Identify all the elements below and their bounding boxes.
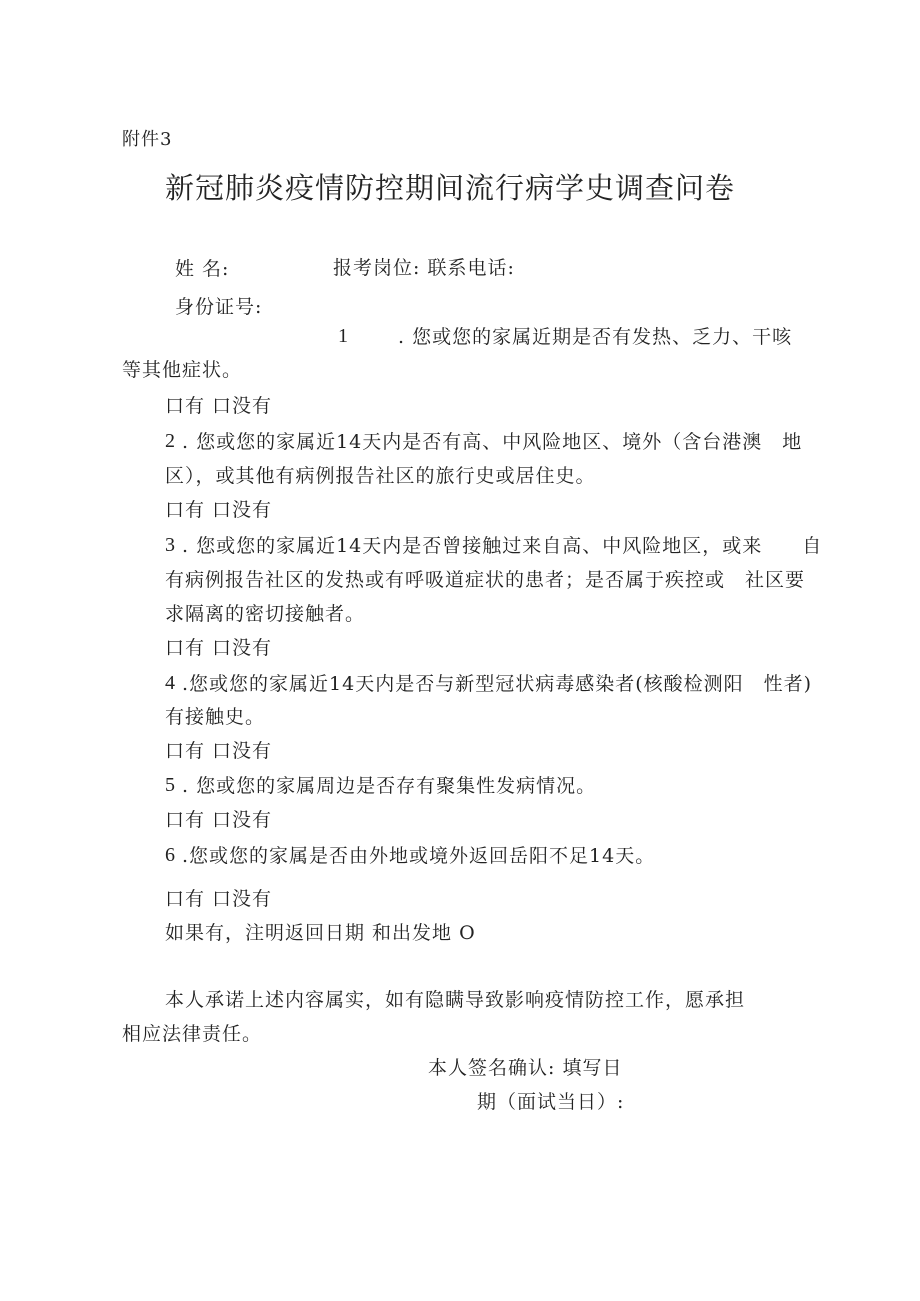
pledge-text-line1: 本人承诺上述内容属实，如有隐瞒导致影响疫情防控工作，愿承担 (165, 989, 746, 1011)
question-1-number: 1 (338, 325, 349, 347)
question-3-text-line3: 求隔离的密切接触者。 (165, 603, 366, 625)
question-2-text-line2: 区），或其他有病例报告社区的旅行史或居住史。 (165, 465, 596, 487)
question-3-text-line1: . 您或您的家属近14天内是否曾接触过来自高、中风险地区，或来 自 (182, 535, 823, 557)
question-6-number: 6 (165, 844, 176, 866)
question-5-options[interactable]: 口有 口没有 (165, 809, 273, 831)
question-4-text-line2: 有接触史。 (165, 706, 266, 728)
followup-note: 如果有，注明返回日期 和出发地 O (165, 922, 476, 944)
question-1-text-line1: . 您或您的家属近期是否有发热、乏力、干咳 (398, 326, 793, 348)
question-3-options[interactable]: 口有 口没有 (165, 637, 273, 659)
question-2-options[interactable]: 口有 口没有 (165, 499, 273, 521)
question-5-text-line1: . 您或您的家属周边是否存有聚集性发病情况。 (182, 775, 597, 797)
question-4-number: 4 (165, 672, 176, 694)
question-2-number: 2 (165, 430, 176, 452)
question-4-options[interactable]: 口有 口没有 (165, 740, 273, 762)
pledge-text-line2: 相应法律责任。 (122, 1023, 263, 1045)
question-2-text-line1: . 您或您的家属近14天内是否有高、中风险地区、境外（含台港澳 地 (182, 431, 803, 453)
attachment-label: 附件3 (122, 129, 173, 150)
question-3-number: 3 (165, 534, 176, 556)
post-phone-field-label: 报考岗位: 联系电话: (333, 257, 515, 279)
page-title: 新冠肺炎疫情防控期间流行病学史调查问卷 (165, 171, 736, 205)
signature-line2: 期（面试当日）: (477, 1091, 625, 1113)
signature-line1: 本人签名确认: 填写日 (428, 1057, 623, 1079)
name-field-label: 姓 名: (175, 258, 230, 280)
question-4-text-line1: .您或您的家属近14天内是否与新型冠状病毒感染者(核酸检测阳 性者) (182, 673, 813, 695)
question-5-number: 5 (165, 774, 176, 796)
question-6-options[interactable]: 口有 口没有 (165, 888, 273, 910)
question-1-text-line2: 等其他症状。 (122, 359, 243, 381)
question-3-text-line2: 有病例报告社区的发热或有呼吸道症状的患者；是否属于疾控或 社区要 (165, 569, 806, 591)
question-1-options[interactable]: 口有 口没有 (165, 395, 273, 417)
id-number-field-label: 身份证号: (175, 296, 263, 318)
question-6-text-line1: .您或您的家属是否由外地或境外返回岳阳不足14天。 (182, 845, 656, 867)
